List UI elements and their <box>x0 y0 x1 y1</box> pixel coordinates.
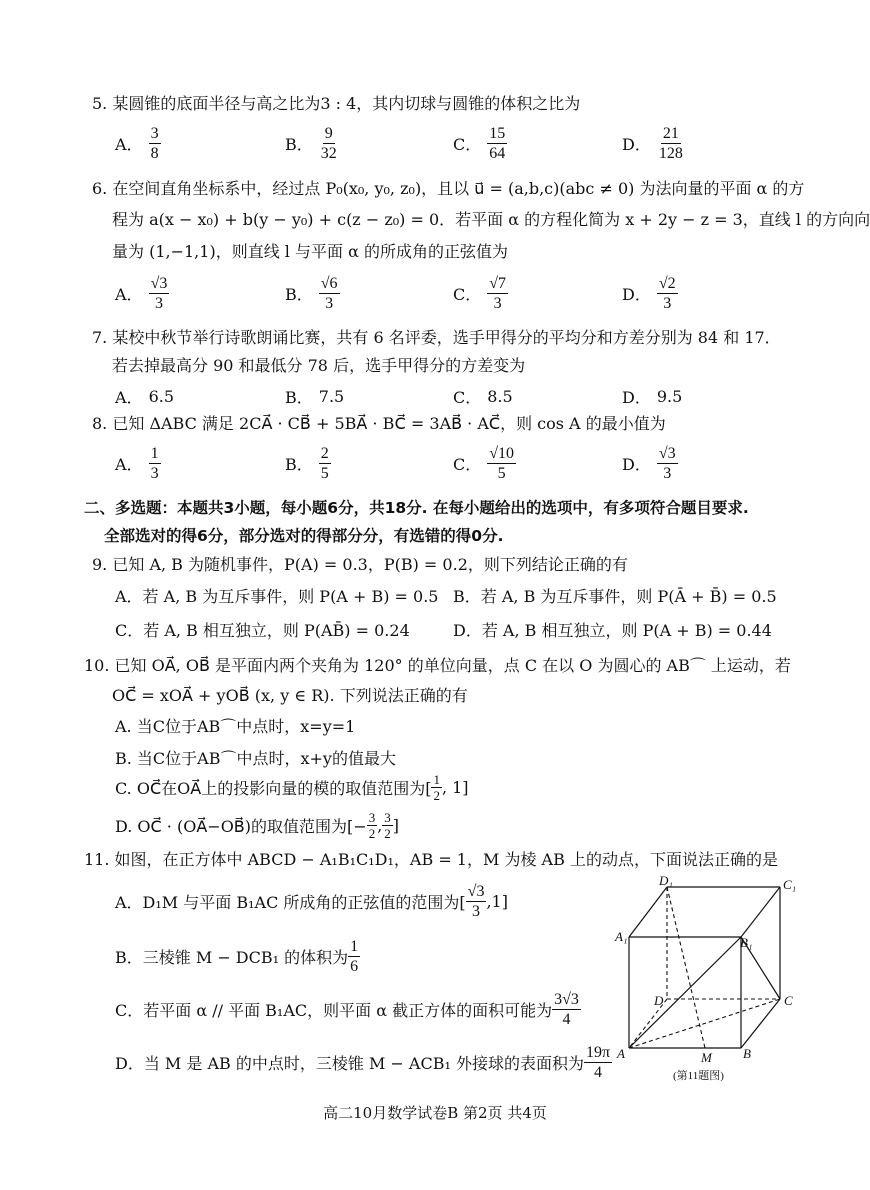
option-label: C． <box>453 285 482 304</box>
option-text: ] <box>392 816 400 835</box>
q8-option-b[interactable] <box>285 444 331 483</box>
q8-option-a[interactable] <box>115 444 161 483</box>
option-value: 8.5 <box>487 387 513 406</box>
option-label: A． <box>115 388 143 407</box>
option-text: A．D₁M 与平面 B₁AC 所成角的正弦值的范围为[ <box>115 893 466 912</box>
q10-option-a[interactable]: A. 当C位于AB⌒中点时，x=y=1 <box>115 717 356 736</box>
cube-figure <box>605 875 805 1085</box>
frac-den: 4 <box>562 1011 571 1028</box>
q9-option-d[interactable]: D．若 A, B 相互独立，则 P(A + B) = 0.44 <box>453 621 772 640</box>
frac-den: 4 <box>594 1064 603 1081</box>
option-label: A． <box>115 135 143 154</box>
q6-line2: 程为 a(x − x₀) + b(y − y₀) + c(z − z₀) = 0．若平面 α 的方程化简为 x + 2y − z = 3，直线 l 的方向向 <box>112 210 870 229</box>
option-text: ,1] <box>486 892 508 911</box>
frac-num: 2 <box>320 445 329 462</box>
option-label: D． <box>622 285 651 304</box>
frac-den: 5 <box>497 465 506 482</box>
option-text: C. OC⃗在OA⃗上的投影向量的模的取值范围为[ <box>115 779 432 798</box>
q8-option-d[interactable] <box>622 444 678 483</box>
q5-option-b[interactable] <box>285 124 339 163</box>
figure-caption: (第11题图) <box>673 1070 724 1082</box>
q7-option-b[interactable] <box>285 385 344 408</box>
q6-option-c[interactable] <box>453 274 508 313</box>
frac-num: √3 <box>658 445 676 462</box>
section2-instructions: 全部选对的得6分，部分选对的得部分分，有选错的得0分. <box>104 527 504 545</box>
segment-d1m <box>667 887 705 1048</box>
q6-option-b[interactable] <box>285 274 340 313</box>
frac-den: 3 <box>154 295 163 312</box>
frac-num: √3 <box>467 883 485 900</box>
option-label: B． <box>285 285 313 304</box>
q7-line2: 若去掉最高分 90 和最低分 78 后，选手甲得分的方差变为 <box>112 356 526 375</box>
q5-option-c[interactable] <box>453 124 507 163</box>
label-d: D <box>654 993 664 1008</box>
q11-option-b[interactable] <box>115 937 360 976</box>
frac-num: 3 <box>150 125 159 142</box>
frac-num: √10 <box>489 445 515 462</box>
option-label: D． <box>622 388 651 407</box>
q7-option-c[interactable] <box>453 385 513 408</box>
label-c1: C₁ <box>783 877 797 892</box>
q9-option-b[interactable]: B．若 A, B 为互斥事件，则 P(Ā + B̄) = 0.5 <box>453 587 777 606</box>
option-label: D． <box>622 135 651 154</box>
q8-stem: 8. 已知 ΔABC 满足 2CA⃗ · CB⃗ + 5BA⃗ · BC⃗ = 3AB⃗ · AC⃗，则 cos A 的最小值为 <box>92 414 666 433</box>
frac-den: 128 <box>658 145 683 162</box>
option-value: 9.5 <box>656 387 683 406</box>
q9-option-a[interactable]: A．若 A, B 为互斥事件，则 P(A + B) = 0.5 <box>115 587 439 606</box>
q5-option-d[interactable] <box>622 124 685 163</box>
q6-option-d[interactable] <box>622 274 678 313</box>
option-text: D．当 M 是 AB 的中点时，三棱锥 M − ACB₁ 外接球的表面积为 <box>115 1054 584 1073</box>
segment-ab1 <box>629 937 741 1048</box>
q11-stem: 11. 如图，在正方体中 ABCD − A₁B₁C₁D₁，AB = 1，M 为棱 AB 上的动点，下面说法正确的是 <box>84 850 778 869</box>
q11-option-a[interactable] <box>115 882 508 921</box>
option-value: 7.5 <box>318 387 345 406</box>
option-label: B． <box>285 455 313 474</box>
q10-line2: OC⃗ = xOA⃗ + yOB⃗ (x, y ∈ R). 下列说法正确的有 <box>112 686 468 705</box>
label-d1: D₁ <box>659 875 673 888</box>
frac-den: 3 <box>150 465 159 482</box>
label-c: C <box>784 993 793 1008</box>
frac-den: 3 <box>472 903 481 920</box>
q9-option-c[interactable]: C．若 A, B 相互独立，则 P(AB̄) = 0.24 <box>115 621 410 640</box>
frac-num: √2 <box>658 275 676 292</box>
option-text: , 1] <box>441 778 469 797</box>
option-value: 6.5 <box>148 387 175 406</box>
q6-line1: 6. 在空间直角坐标系中，经过点 P₀(x₀, y₀, z₀)，且以 u⃗ = (a,b,c)(abc ≠ 0) 为法向量的平面 α 的方 <box>92 179 805 198</box>
option-label: C． <box>453 455 482 474</box>
q10-option-c[interactable] <box>115 772 469 803</box>
edge-bc <box>741 999 780 1048</box>
q11-option-d[interactable] <box>115 1043 612 1082</box>
segment-ac <box>629 999 780 1048</box>
option-label: D． <box>622 455 651 474</box>
frac-num: 1 <box>350 938 359 955</box>
q6-line3: 量为 (1,−1,1)，则直线 l 与平面 α 的所成角的正弦值为 <box>112 242 508 261</box>
option-text: , <box>377 816 383 835</box>
q8-option-c[interactable] <box>453 444 516 483</box>
edge-d1a1 <box>629 887 667 937</box>
label-m: M <box>701 1050 712 1065</box>
section2-heading: 二、多选题：本题共3小题，每小题6分，共18分. 在每小题给出的选项中，有多项符合题目要求. <box>84 499 749 517</box>
hidden-edges <box>629 887 780 1048</box>
frac-den: 64 <box>489 145 506 162</box>
frac-den: 8 <box>150 145 159 162</box>
label-b1: B₁ <box>740 935 753 950</box>
q10-option-d[interactable] <box>115 810 399 841</box>
frac-den: 3 <box>663 465 672 482</box>
option-label: A． <box>115 455 143 474</box>
frac-num: 3 <box>384 810 391 825</box>
label-b: B <box>743 1046 751 1061</box>
q5-stem: 5. 某圆锥的底面半径与高之比为3 : 4，其内切球与圆锥的体积之比为 <box>92 94 581 113</box>
q11-option-c[interactable] <box>115 990 581 1029</box>
frac-num: 19π <box>585 1044 611 1061</box>
frac-den: 2 <box>368 826 376 841</box>
edge-c1b1 <box>741 887 780 937</box>
q7-line1: 7. 某校中秋节举行诗歌朗诵比赛，共有 6 名评委，选手甲得分的平均分和方差分别为 84 和 17． <box>92 328 781 347</box>
q7-option-a[interactable] <box>115 385 174 408</box>
q7-option-d[interactable] <box>622 385 682 408</box>
q6-option-a[interactable] <box>115 274 169 313</box>
frac-den: 2 <box>433 788 440 803</box>
q10-line1: 10. 已知 OA⃗, OB⃗ 是平面内两个夹角为 120° 的单位向量，点 C 在以 O 为圆心的 AB⌒ 上运动，若 <box>84 656 791 675</box>
option-label: B． <box>285 388 313 407</box>
label-a: A <box>617 1046 625 1061</box>
frac-den: 3 <box>663 295 672 312</box>
frac-den: 2 <box>384 826 391 841</box>
frac-den: 6 <box>350 958 359 975</box>
option-label: A． <box>115 285 143 304</box>
frac-num: 3√3 <box>554 991 579 1008</box>
q9-stem: 9. 已知 A, B 为随机事件，P(A) = 0.3，P(B) = 0.2，则下列结论正确的有 <box>92 555 628 574</box>
option-text: B．三棱锥 M − DCB₁ 的体积为 <box>115 948 349 967</box>
option-label: C． <box>453 135 482 154</box>
option-label: C． <box>453 388 482 407</box>
frac-num: 3 <box>368 810 376 825</box>
q5-option-a[interactable] <box>115 124 161 163</box>
frac-num: √7 <box>489 275 507 292</box>
q10-option-b[interactable]: B. 当C位于AB⌒中点时，x+y的值最大 <box>115 749 396 768</box>
frac-den: 32 <box>320 145 337 162</box>
frac-den: 5 <box>320 465 329 482</box>
frac-num: 15 <box>489 125 506 142</box>
frac-num: 1 <box>150 445 159 462</box>
frac-num: 1 <box>433 772 440 787</box>
frac-num: 9 <box>324 125 333 142</box>
option-label: B． <box>285 135 313 154</box>
frac-num: 21 <box>662 125 679 142</box>
frac-num: √6 <box>320 275 338 292</box>
option-text: D. OC⃗ · (OA⃗−OB⃗)的取值范围为[− <box>115 817 367 836</box>
option-text: C．若平面 α // 平面 B₁AC，则平面 α 截正方体的面积可能为 <box>115 1001 553 1020</box>
frac-num: √3 <box>150 275 168 292</box>
label-a1: A₁ <box>615 929 628 944</box>
frac-den: 3 <box>493 295 502 312</box>
frac-den: 3 <box>325 295 334 312</box>
page-footer: 高二10月数学试卷B 第2页 共4页 <box>323 1104 547 1122</box>
